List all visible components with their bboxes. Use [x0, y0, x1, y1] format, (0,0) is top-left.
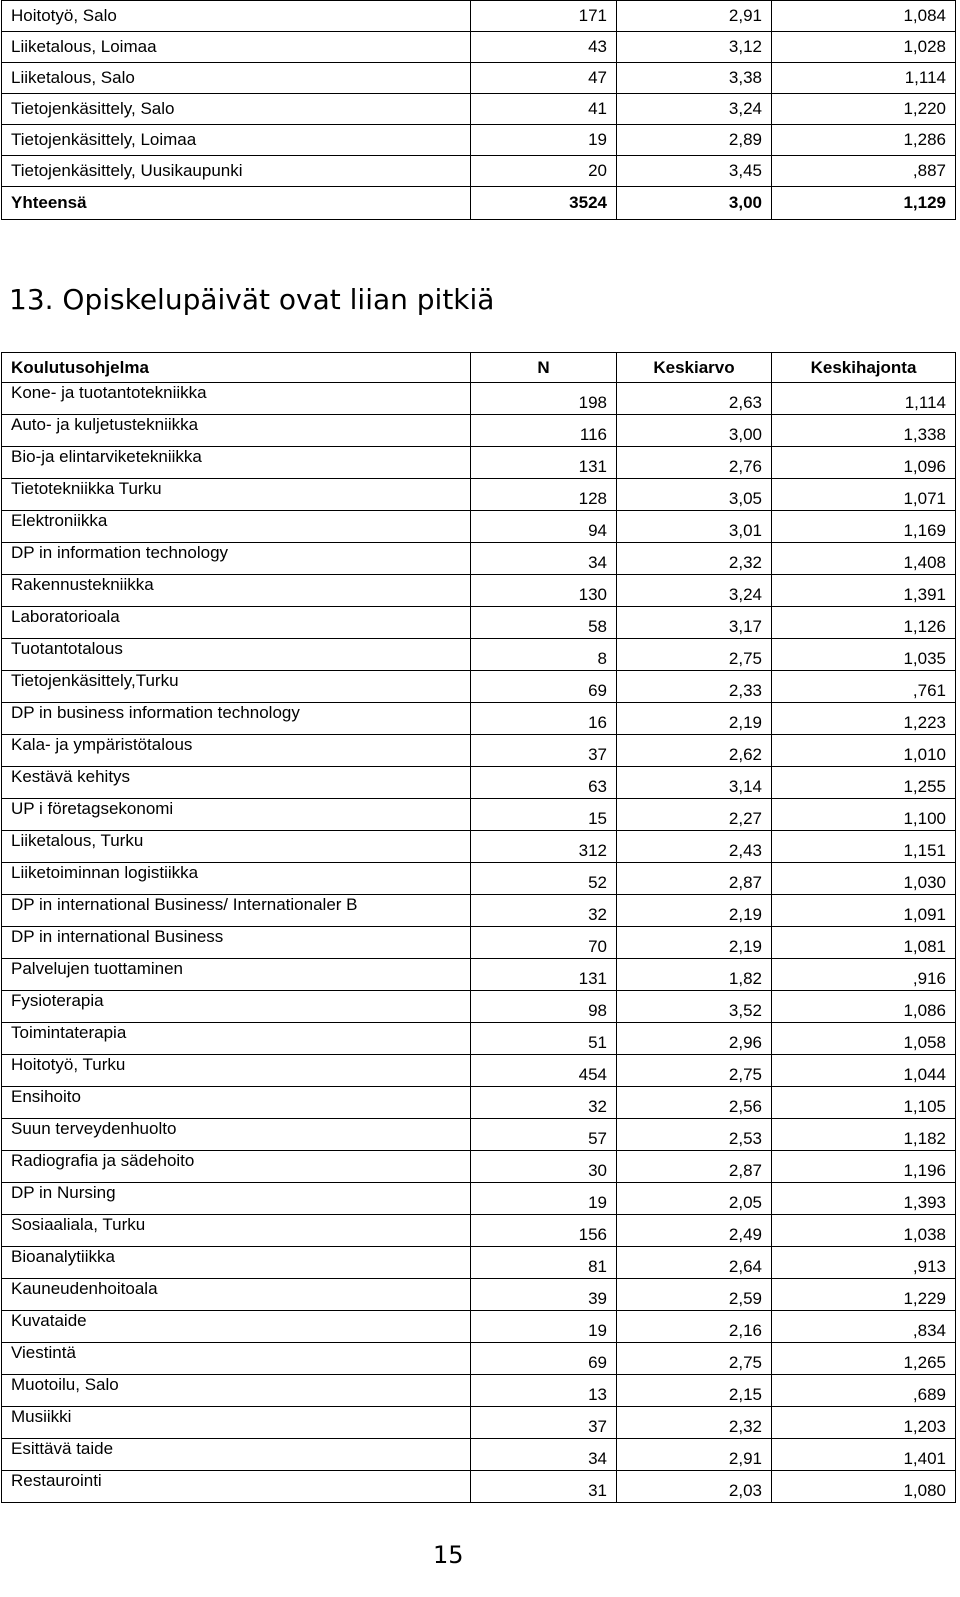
- programme-cell: Liiketoiminnan logistiikka: [2, 863, 471, 895]
- n-cell: 130: [471, 575, 617, 607]
- sd-cell: 1,028: [772, 32, 956, 63]
- table-row: [2, 895, 956, 927]
- table-row: [2, 799, 956, 831]
- programme-cell: DP in information technology: [2, 543, 471, 575]
- n-cell: 19: [471, 1311, 617, 1343]
- programme-cell: Suun terveydenhuolto: [2, 1119, 471, 1151]
- table-row: [2, 1375, 956, 1407]
- mean-cell: 2,19: [617, 927, 772, 959]
- programme-cell: Kestävä kehitys: [2, 767, 471, 799]
- n-cell: 63: [471, 767, 617, 799]
- n-cell: 39: [471, 1279, 617, 1311]
- programme-cell: Kone- ja tuotantotekniikka: [2, 383, 471, 415]
- page-number: 15: [433, 1541, 464, 1569]
- table-row: [2, 511, 956, 543]
- programme-cell: Elektroniikka: [2, 511, 471, 543]
- programme-cell: Ensihoito: [2, 1087, 471, 1119]
- table-row: [2, 1247, 956, 1279]
- sd-cell: 1,401: [772, 1439, 956, 1471]
- previous-results-table: [1, 0, 956, 220]
- mean-cell: 2,91: [617, 1439, 772, 1471]
- table-row: [2, 1119, 956, 1151]
- programme-cell: Esittävä taide: [2, 1439, 471, 1471]
- sd-cell: ,834: [772, 1311, 956, 1343]
- programme-cell: Muotoilu, Salo: [2, 1375, 471, 1407]
- mean-cell: 2,19: [617, 895, 772, 927]
- results-body: [2, 353, 956, 1503]
- mean-cell: 2,19: [617, 703, 772, 735]
- n-cell: 41: [471, 94, 617, 125]
- programme-cell: Radiografia ja sädehoito: [2, 1151, 471, 1183]
- sd-cell: 1,044: [772, 1055, 956, 1087]
- sd-cell: 1,126: [772, 607, 956, 639]
- sd-cell: 1,220: [772, 94, 956, 125]
- mean-cell: 2,56: [617, 1087, 772, 1119]
- n-cell: 19: [471, 1183, 617, 1215]
- programme-cell: Liiketalous, Salo: [2, 63, 471, 94]
- header-programme: Koulutusohjelma: [2, 353, 471, 383]
- sd-cell: 1,105: [772, 1087, 956, 1119]
- n-cell: 454: [471, 1055, 617, 1087]
- n-cell: 34: [471, 1439, 617, 1471]
- n-cell: 312: [471, 831, 617, 863]
- programme-cell: Tietotekniikka Turku: [2, 479, 471, 511]
- sd-cell: 1,010: [772, 735, 956, 767]
- table-row: [2, 671, 956, 703]
- mean-cell: 3,38: [617, 63, 772, 94]
- mean-cell: 2,32: [617, 543, 772, 575]
- sd-cell: 1,265: [772, 1343, 956, 1375]
- programme-cell: Fysioterapia: [2, 991, 471, 1023]
- sd-cell: 1,255: [772, 767, 956, 799]
- programme-cell: Tietojenkäsittely,Turku: [2, 671, 471, 703]
- sd-cell: 1,038: [772, 1215, 956, 1247]
- previous-results-body: [2, 1, 956, 220]
- table-row: [2, 1023, 956, 1055]
- n-cell: 57: [471, 1119, 617, 1151]
- n-cell: 198: [471, 383, 617, 415]
- n-cell: 156: [471, 1215, 617, 1247]
- programme-cell: Yhteensä: [2, 187, 471, 220]
- programme-cell: Kauneudenhoitoala: [2, 1279, 471, 1311]
- table-row: [2, 927, 956, 959]
- n-cell: 8: [471, 639, 617, 671]
- sd-cell: 1,081: [772, 927, 956, 959]
- table-row: [2, 831, 956, 863]
- programme-cell: Tietojenkäsittely, Uusikaupunki: [2, 156, 471, 187]
- table-row: [2, 767, 956, 799]
- table-row: [2, 1471, 956, 1503]
- table-row: [2, 1215, 956, 1247]
- mean-cell: 3,00: [617, 187, 772, 220]
- sd-cell: 1,100: [772, 799, 956, 831]
- programme-cell: Tuotantotalous: [2, 639, 471, 671]
- n-cell: 81: [471, 1247, 617, 1279]
- programme-cell: DP in international Business/ Internationaler B: [2, 895, 471, 927]
- n-cell: 32: [471, 895, 617, 927]
- n-cell: 47: [471, 63, 617, 94]
- table-row: [2, 1, 956, 32]
- table-row: [2, 1311, 956, 1343]
- table-row: [2, 1343, 956, 1375]
- n-cell: 32: [471, 1087, 617, 1119]
- programme-cell: DP in business information technology: [2, 703, 471, 735]
- sd-cell: 1,151: [772, 831, 956, 863]
- sd-cell: ,887: [772, 156, 956, 187]
- sd-cell: 1,058: [772, 1023, 956, 1055]
- mean-cell: 2,43: [617, 831, 772, 863]
- table-row: [2, 735, 956, 767]
- sd-cell: 1,229: [772, 1279, 956, 1311]
- table-row: [2, 94, 956, 125]
- mean-cell: 2,32: [617, 1407, 772, 1439]
- mean-cell: 3,24: [617, 94, 772, 125]
- programme-cell: Musiikki: [2, 1407, 471, 1439]
- sd-cell: 1,393: [772, 1183, 956, 1215]
- mean-cell: 2,49: [617, 1215, 772, 1247]
- programme-cell: Viestintä: [2, 1343, 471, 1375]
- table-row: [2, 1439, 956, 1471]
- programme-cell: Bio-ja elintarviketekniikka: [2, 447, 471, 479]
- programme-cell: Restaurointi: [2, 1471, 471, 1503]
- n-cell: 3524: [471, 187, 617, 220]
- mean-cell: 2,59: [617, 1279, 772, 1311]
- table-row: [2, 959, 956, 991]
- sd-cell: 1,408: [772, 543, 956, 575]
- n-cell: 69: [471, 1343, 617, 1375]
- sd-cell: 1,114: [772, 63, 956, 94]
- mean-cell: 2,62: [617, 735, 772, 767]
- mean-cell: 2,89: [617, 125, 772, 156]
- table-row: [2, 1407, 956, 1439]
- sd-cell: 1,169: [772, 511, 956, 543]
- sd-cell: 1,030: [772, 863, 956, 895]
- table-row: [2, 543, 956, 575]
- mean-cell: 2,64: [617, 1247, 772, 1279]
- n-cell: 16: [471, 703, 617, 735]
- n-cell: 13: [471, 1375, 617, 1407]
- table-row: [2, 383, 956, 415]
- sd-cell: 1,129: [772, 187, 956, 220]
- n-cell: 31: [471, 1471, 617, 1503]
- sd-cell: 1,084: [772, 1, 956, 32]
- mean-cell: 2,91: [617, 1, 772, 32]
- mean-cell: 2,76: [617, 447, 772, 479]
- n-cell: 37: [471, 1407, 617, 1439]
- header-n: N: [471, 353, 617, 383]
- programme-cell: Liiketalous, Loimaa: [2, 32, 471, 63]
- mean-cell: 2,15: [617, 1375, 772, 1407]
- mean-cell: 2,33: [617, 671, 772, 703]
- sd-cell: 1,071: [772, 479, 956, 511]
- table-row: [2, 479, 956, 511]
- n-cell: 51: [471, 1023, 617, 1055]
- n-cell: 69: [471, 671, 617, 703]
- programme-cell: UP i företagsekonomi: [2, 799, 471, 831]
- sd-cell: ,761: [772, 671, 956, 703]
- mean-cell: 2,96: [617, 1023, 772, 1055]
- programme-cell: Liiketalous, Turku: [2, 831, 471, 863]
- table-row: [2, 125, 956, 156]
- programme-cell: Hoitotyö, Turku: [2, 1055, 471, 1087]
- table-row: [2, 1279, 956, 1311]
- mean-cell: 3,14: [617, 767, 772, 799]
- n-cell: 70: [471, 927, 617, 959]
- mean-cell: 2,75: [617, 1055, 772, 1087]
- section-title: 13. Opiskelupäivät ovat liian pitkiä: [9, 283, 495, 316]
- mean-cell: 2,03: [617, 1471, 772, 1503]
- programme-cell: Hoitotyö, Salo: [2, 1, 471, 32]
- table-row: [2, 447, 956, 479]
- table-row: [2, 863, 956, 895]
- table-row: [2, 156, 956, 187]
- n-cell: 15: [471, 799, 617, 831]
- table-row: [2, 575, 956, 607]
- sd-cell: 1,080: [772, 1471, 956, 1503]
- table-row: [2, 1087, 956, 1119]
- n-cell: 34: [471, 543, 617, 575]
- mean-cell: 3,01: [617, 511, 772, 543]
- results-table: [1, 352, 956, 1503]
- programme-cell: Tietojenkäsittely, Salo: [2, 94, 471, 125]
- n-cell: 94: [471, 511, 617, 543]
- sd-cell: 1,086: [772, 991, 956, 1023]
- programme-cell: Tietojenkäsittely, Loimaa: [2, 125, 471, 156]
- mean-cell: 2,87: [617, 1151, 772, 1183]
- mean-cell: 2,16: [617, 1311, 772, 1343]
- sd-cell: 1,196: [772, 1151, 956, 1183]
- header-mean: Keskiarvo: [617, 353, 772, 383]
- table-row: [2, 639, 956, 671]
- programme-cell: Bioanalytiikka: [2, 1247, 471, 1279]
- mean-cell: 1,82: [617, 959, 772, 991]
- mean-cell: 3,52: [617, 991, 772, 1023]
- programme-cell: Palvelujen tuottaminen: [2, 959, 471, 991]
- mean-cell: 3,05: [617, 479, 772, 511]
- programme-cell: Toimintaterapia: [2, 1023, 471, 1055]
- n-cell: 58: [471, 607, 617, 639]
- programme-cell: Kuvataide: [2, 1311, 471, 1343]
- mean-cell: 3,17: [617, 607, 772, 639]
- sd-cell: 1,203: [772, 1407, 956, 1439]
- table-row: [2, 32, 956, 63]
- table-row: [2, 1151, 956, 1183]
- table-row: [2, 187, 956, 220]
- n-cell: 30: [471, 1151, 617, 1183]
- table-row: [2, 703, 956, 735]
- table-row: [2, 63, 956, 94]
- sd-cell: ,689: [772, 1375, 956, 1407]
- sd-cell: 1,338: [772, 415, 956, 447]
- programme-cell: DP in international Business: [2, 927, 471, 959]
- table-row: [2, 1055, 956, 1087]
- sd-cell: ,916: [772, 959, 956, 991]
- sd-cell: 1,114: [772, 383, 956, 415]
- mean-cell: 2,75: [617, 639, 772, 671]
- sd-cell: 1,391: [772, 575, 956, 607]
- table-row: [2, 1183, 956, 1215]
- table-row: [2, 415, 956, 447]
- n-cell: 52: [471, 863, 617, 895]
- n-cell: 98: [471, 991, 617, 1023]
- mean-cell: 2,27: [617, 799, 772, 831]
- programme-cell: Laboratorioala: [2, 607, 471, 639]
- n-cell: 128: [471, 479, 617, 511]
- mean-cell: 2,53: [617, 1119, 772, 1151]
- n-cell: 131: [471, 959, 617, 991]
- table-row: [2, 991, 956, 1023]
- sd-cell: ,913: [772, 1247, 956, 1279]
- mean-cell: 3,45: [617, 156, 772, 187]
- programme-cell: Auto- ja kuljetustekniikka: [2, 415, 471, 447]
- sd-cell: 1,286: [772, 125, 956, 156]
- mean-cell: 3,00: [617, 415, 772, 447]
- n-cell: 37: [471, 735, 617, 767]
- mean-cell: 2,87: [617, 863, 772, 895]
- table-header-row: [2, 353, 956, 383]
- n-cell: 19: [471, 125, 617, 156]
- mean-cell: 3,24: [617, 575, 772, 607]
- n-cell: 171: [471, 1, 617, 32]
- n-cell: 116: [471, 415, 617, 447]
- programme-cell: DP in Nursing: [2, 1183, 471, 1215]
- sd-cell: 1,035: [772, 639, 956, 671]
- programme-cell: Sosiaaliala, Turku: [2, 1215, 471, 1247]
- mean-cell: 2,75: [617, 1343, 772, 1375]
- sd-cell: 1,096: [772, 447, 956, 479]
- programme-cell: Kala- ja ympäristötalous: [2, 735, 471, 767]
- sd-cell: 1,091: [772, 895, 956, 927]
- n-cell: 20: [471, 156, 617, 187]
- n-cell: 43: [471, 32, 617, 63]
- n-cell: 131: [471, 447, 617, 479]
- table-row: [2, 607, 956, 639]
- programme-cell: Rakennustekniikka: [2, 575, 471, 607]
- mean-cell: 3,12: [617, 32, 772, 63]
- mean-cell: 2,63: [617, 383, 772, 415]
- sd-cell: 1,223: [772, 703, 956, 735]
- mean-cell: 2,05: [617, 1183, 772, 1215]
- sd-cell: 1,182: [772, 1119, 956, 1151]
- header-sd: Keskihajonta: [772, 353, 956, 383]
